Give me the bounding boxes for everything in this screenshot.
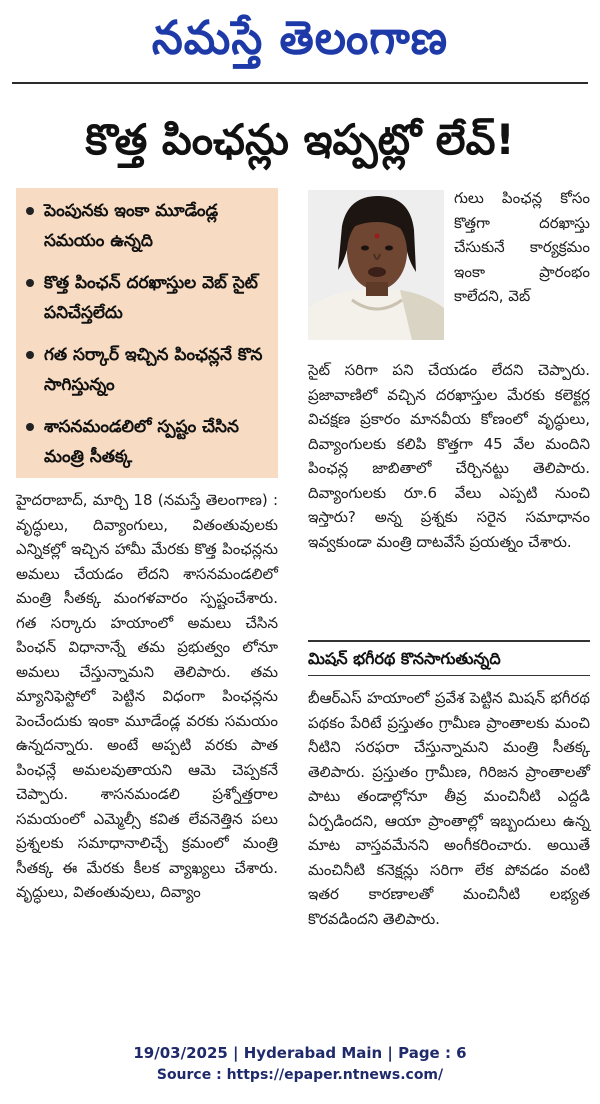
headline: కొత్త పింఛన్లు ఇప్పట్లో లేవ్! <box>85 115 515 164</box>
subheading: మిషన్ భగీరథ కొనసాగుతున్నది <box>308 640 590 676</box>
bullet-icon <box>26 279 34 287</box>
minister-photo <box>308 190 444 340</box>
footer <box>0 1042 600 1086</box>
summary-box <box>16 188 278 478</box>
summary-text: కొత్త పింఛన్ దరఖాస్తుల వెబ్ సైట్ పనిచేస్తలేదు <box>44 273 258 323</box>
summary-text: శాసనమండలిలో స్పష్టం చేసిన మంత్రి సీతక్క <box>44 417 239 467</box>
bullet-icon <box>26 207 34 215</box>
article-column-left: హైదరాబాద్, మార్చి 18 (నమస్తే తెలంగాణ) : వృద్ధులు, దివ్యాంగులు, వితంతువులకు ఎన్నికల్లో ఇచ్చిన హామీ మేరకు కొత్త పింఛన్లను అమలు చేయడం లేదని శాసనమండలిలో మంత్రి సీతక్క మంగళవారం స్పష్టంచేశారు. గత సర్కారు హయాంలో అమలు చేసిన పింఛన్ విధానాన్నే తమ ప్రభుత్వం లోనూ అమలు చేస్తున్నామని తెలిపారు. తమ మ్యానిఫెస్టోలో పెట్టిన విధంగా పింఛన్లను పెంచేందుకు ఇంకా మూడేండ్ల వరకు సమయం ఉన్నదన్నారు. అంటే అప్పటి వరకు పాత పింఛన్లే అమలవుతాయని ఆమె చెప్పకనే చెప్పారు. శాసనమండలి ప్రశ్నోత్తరాల సమయంలో ఎమ్మెల్సీ కవిత లేవనెత్తిన పలు ప్రశ్నలకు సమాధానాలిచ్చే క్రమంలో మంత్రి సీతక్క ఈ మేరకు కీలక వ్యాఖ్యలు చేశారు. వృద్ధులు, వితంతువులు, దివ్యాం <box>16 491 278 901</box>
article-column-right-bottom: బీఆర్ఎస్ హయాంలో ప్రవేశ పెట్టిన మిషన్ భగీరథ పథకం పేరిటే ప్రస్తుతం గ్రామీణ ప్రాంతాలకు మంచి నీటిని సరఫరా చేస్తున్నామని మంత్రి సీతక్క తెలిపారు. ప్రస్తుతం గ్రామీణ, గిరిజన ప్రాంతాలతో పాటు తండాల్లోనూ తీవ్ర మంచినీటి ఎద్దడి ఏర్పడిందని, ఆయా ప్రాంతాల్లో ఇబ్బందులు ఉన్న మాట వాస్తవమేనని అంగీకరించారు. అయితే మంచినీటి కనెక్షన్లు సరిగా లేక పోవడం వంటి ఇతర కారణాలతో మంచినీటి లభ్యత కొరవడిందని తెలిపారు. <box>308 689 590 928</box>
newspaper-title: నమస్తే తెలంగాణ <box>151 11 449 66</box>
masthead <box>0 8 600 74</box>
summary-text: గత సర్కార్ ఇచ్చిన పింఛన్లనే కొన సాగిస్తున్నం <box>44 345 263 395</box>
masthead-divider <box>12 82 588 84</box>
source-link[interactable]: Source : https://epaper.ntnews.com/ <box>156 1067 444 1083</box>
article-column-right: సైట్ సరిగా పని చేయడం లేదని చెప్పారు. ప్రజావాణిలో వచ్చిన దరఖాస్తుల మేరకు కలెక్టర్ల విచక్షణ ప్రకారం మానవీయ కోణంలో వృద్ధులు, దివ్యాంగులకు కలిపి కొత్తగా 45 వేల మందిని పింఛన్ల జాబితాలో చేర్చినట్టు తెలిపారు. దివ్యాంగులకు రూ.6 వేలు ఎప్పటి నుంచి ఇస్తారు? అన్న ప్రశ్నకు సరైన సమాధానం ఇవ్వకుండా మంత్రి దాటవేసే ప్రయత్నం చేశారు. <box>308 361 590 551</box>
summary-item <box>26 340 268 400</box>
summary-item <box>26 412 268 472</box>
summary-text: పెంపునకు ఇంకా మూడేండ్ల సమయం ఉన్నది <box>44 201 219 251</box>
summary-item <box>26 196 268 256</box>
bullet-icon <box>26 423 34 431</box>
summary-item <box>26 268 268 328</box>
bullet-icon <box>26 351 34 359</box>
edition-info: 19/03/2025 | Hyderabad Main | Page : 6 <box>133 1044 467 1062</box>
article-column-right-top: గులు పింఛన్ల కోసం కొత్తగా దరఖాస్తు చేసుకునే కార్యక్రమం ఇంకా ప్రారంభం కాలేదని, వెబ్ <box>454 189 590 305</box>
portrait-image <box>308 190 444 340</box>
